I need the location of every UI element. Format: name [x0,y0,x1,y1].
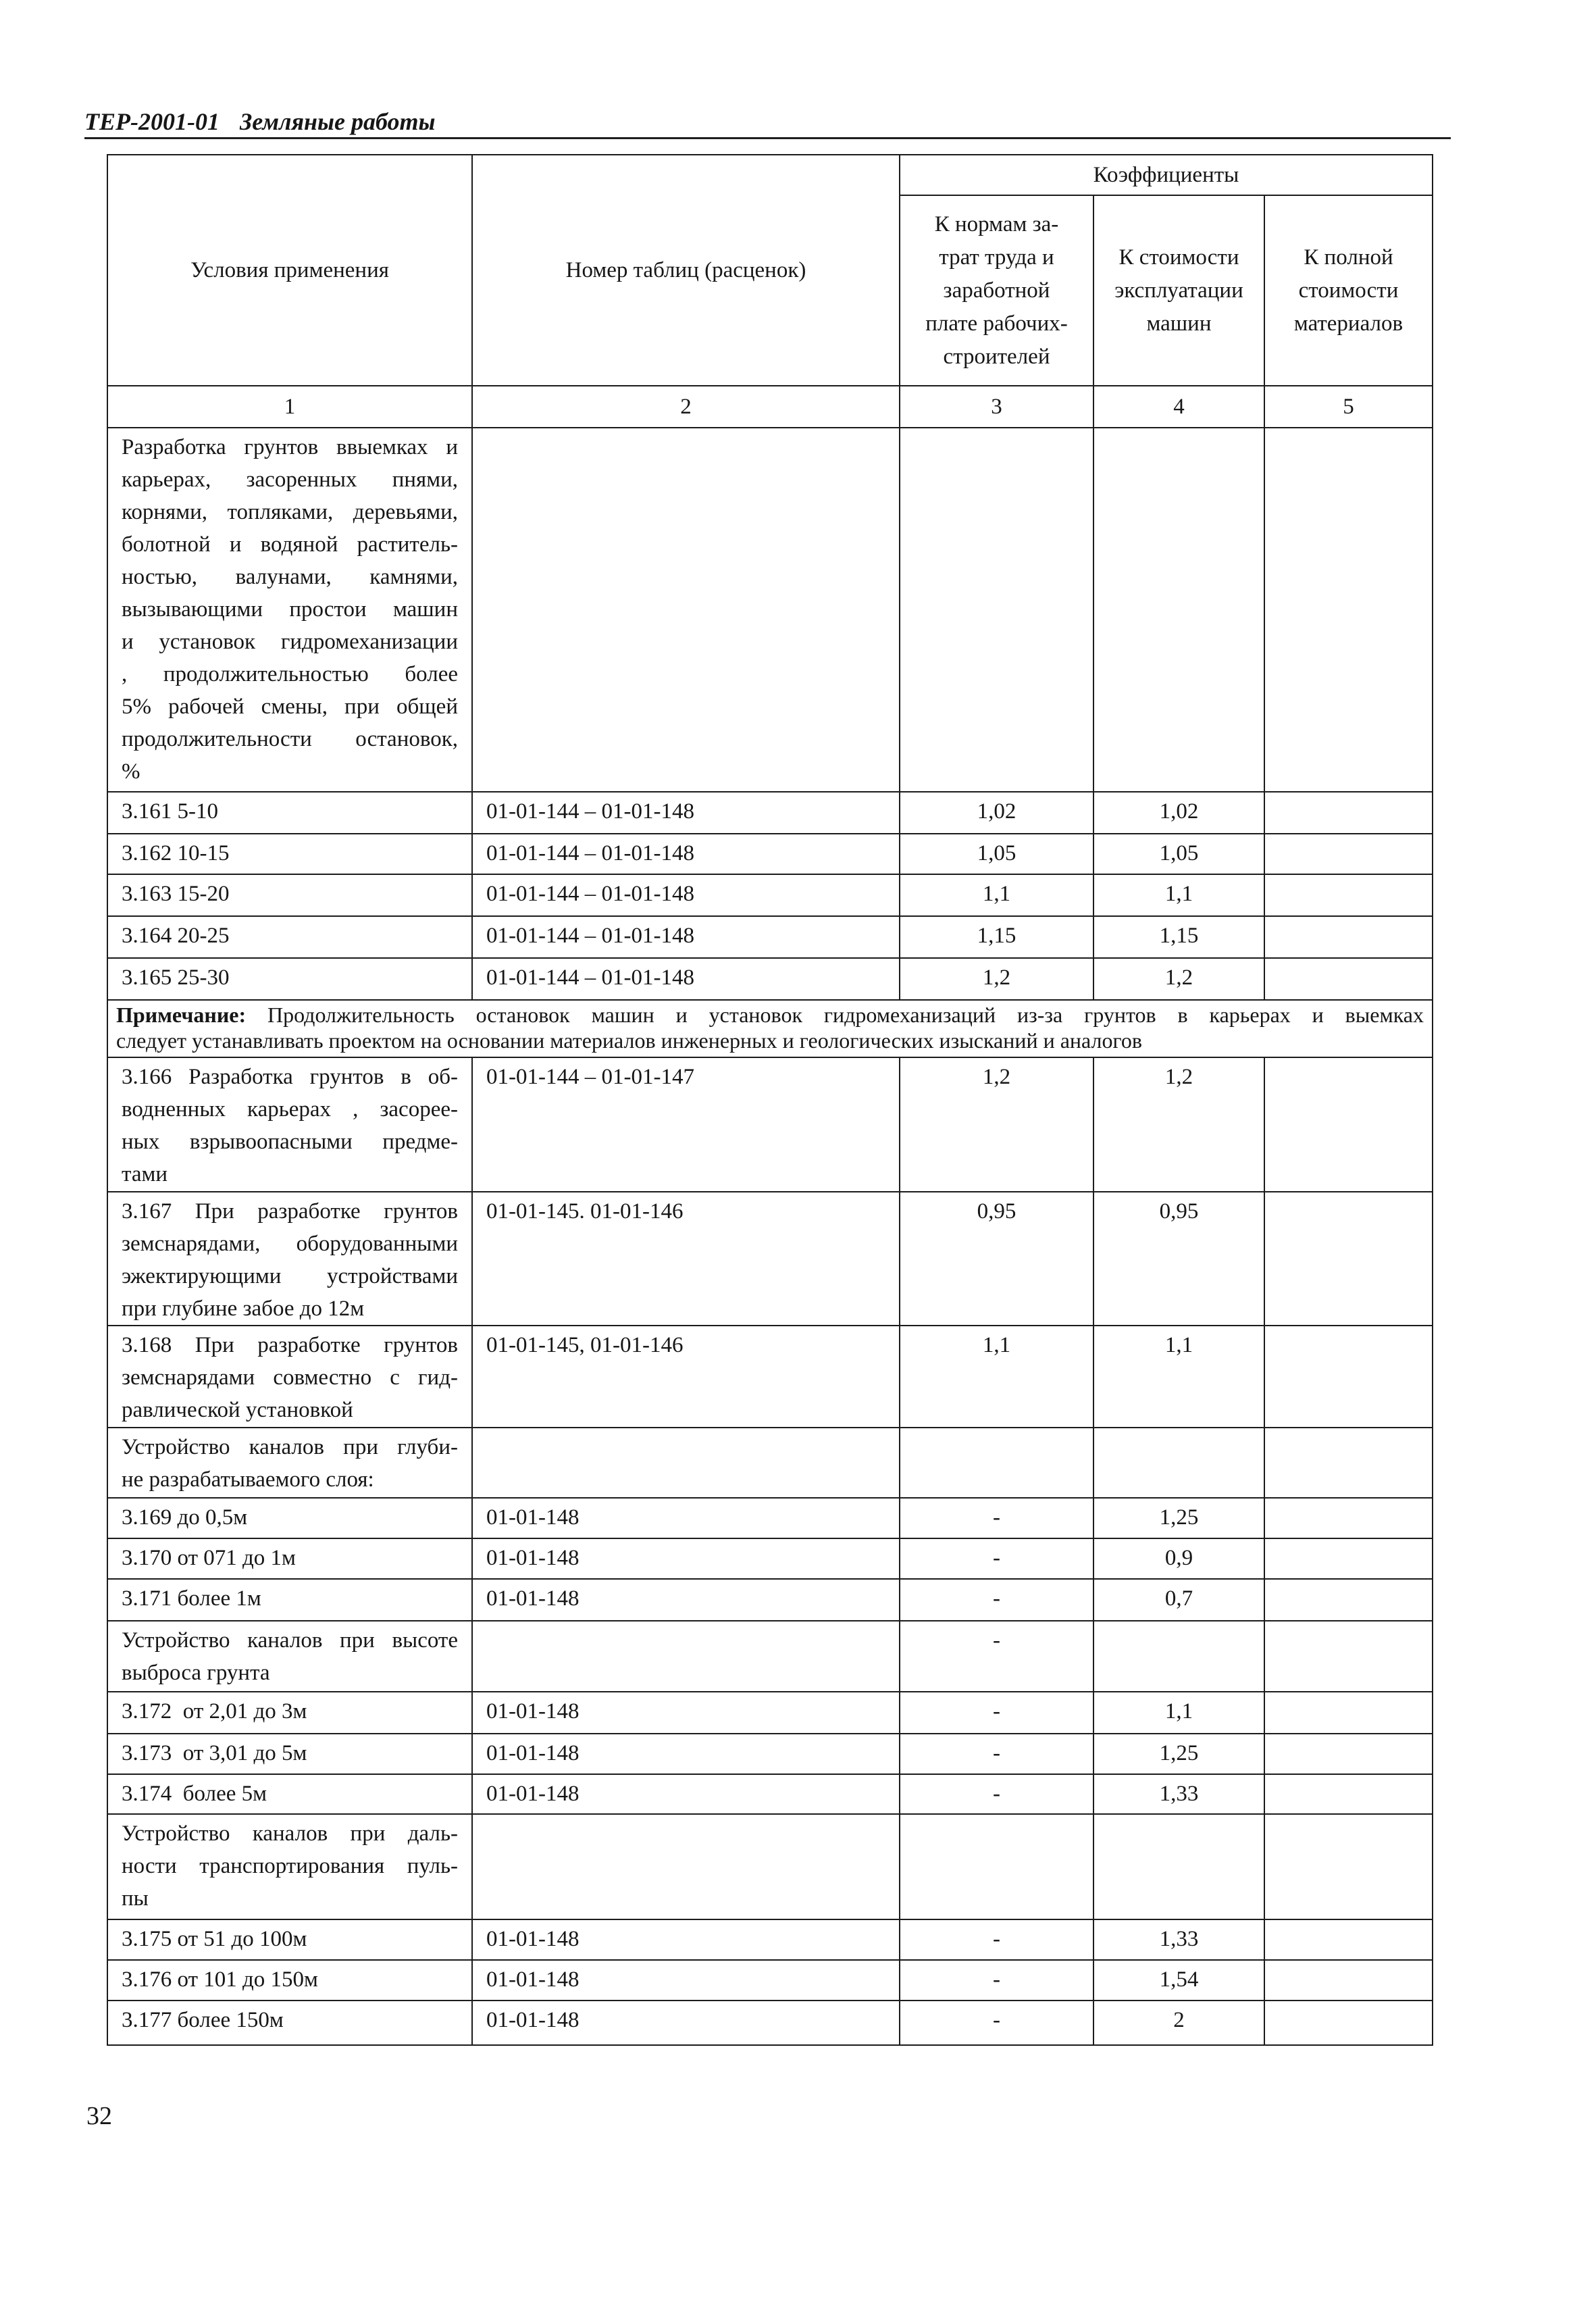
table-row [107,1692,1433,1734]
cell-text-line: равлической установкой [122,1398,353,1422]
coefficients-table [107,154,1433,2046]
cell-machine-coefficient [1093,1428,1264,1498]
cell-machine-coefficient [1093,1538,1264,1579]
cell-value: 2 [1173,2008,1185,2032]
table-row [107,874,1433,916]
cell-conditions [107,1734,472,1774]
column-group-label: Коэффициенты [1093,162,1239,187]
cell-material-coefficient [1264,874,1433,916]
cell-text-line: пы [122,1886,149,1911]
table-row [107,792,1433,834]
cell-machine-coefficient [1093,1960,1264,2001]
cell-machine-coefficient [1093,1498,1264,1538]
cell-table-numbers [472,1428,900,1498]
cell-labor-coefficient [900,2001,1093,2045]
cell-material-coefficient [1264,1192,1433,1326]
cell-machine-coefficient [1093,958,1264,1000]
cell-machine-coefficient [1093,1326,1264,1428]
cell-value: - [993,1967,1000,1992]
cell-value: 1,33 [1159,1782,1199,1806]
cell-material-coefficient [1264,1538,1433,1579]
cell-text-line: , продолжительностью более [122,662,458,686]
cell-value: 01-01-148 [486,1741,580,1765]
cell-text-line: 3.165 25-30 [122,965,230,990]
cell-value: 0,95 [977,1199,1016,1224]
cell-value: 1,25 [1159,1505,1199,1530]
cell-value: 01-01-144 – 01-01-148 [486,882,694,906]
column-number: 5 [1264,386,1433,428]
cell-value: 01-01-148 [486,1546,580,1570]
note-cell [107,1000,1433,1057]
cell-value: 01-01-148 [486,1782,580,1806]
cell-text-line: 3.172 от 2,01 до 3м [122,1699,307,1724]
cell-text-line: и установок гидромеханизации [122,630,458,654]
cell-table-numbers [472,874,900,916]
cell-text-line: вызывающими простои машин [122,597,458,622]
cell-material-coefficient [1264,1057,1433,1192]
cell-material-coefficient [1264,1774,1433,1814]
cell-conditions [107,1538,472,1579]
cell-labor-coefficient [900,958,1093,1000]
cell-labor-coefficient [900,1774,1093,1814]
cell-material-coefficient [1264,1692,1433,1734]
cell-labor-coefficient [900,1814,1093,1919]
cell-text-line: 3.176 от 101 до 150м [122,1967,318,1992]
cell-conditions [107,1960,472,2001]
cell-labor-coefficient [900,916,1093,958]
cell-value: 1,2 [1164,1065,1193,1089]
cell-conditions [107,1428,472,1498]
table-row [107,1734,1433,1774]
cell-table-numbers [472,834,900,874]
cell-text-line: 3.164 20-25 [122,924,230,948]
cell-conditions [107,1774,472,1814]
cell-value: 1,02 [977,799,1016,824]
column-number: 3 [900,386,1093,428]
cell-value: 1,1 [1164,882,1193,906]
cell-table-numbers [472,1919,900,1960]
cell-value: 1,2 [1164,965,1193,990]
cell-text-line: эжектирующими устройствами [122,1264,458,1288]
cell-conditions [107,1621,472,1692]
cell-value: 1,1 [1164,1333,1193,1357]
cell-value: - [993,2008,1000,2032]
cell-conditions [107,1814,472,1919]
column-header-conditions [107,155,472,386]
cell-text-line: 3.169 до 0,5м [122,1505,248,1530]
cell-machine-coefficient [1093,2001,1264,2045]
cell-value: 01-01-144 – 01-01-148 [486,841,694,865]
cell-text-line: Разработка грунтов ввыемках и [122,435,458,459]
cell-value: 01-01-144 – 01-01-147 [486,1065,694,1089]
table-row [107,916,1433,958]
cell-text-line: Устройство каналов при высоте [122,1628,458,1653]
cell-conditions [107,1919,472,1960]
table-row [107,2001,1433,2045]
column-number: 2 [472,386,900,428]
cell-labor-coefficient [900,1498,1093,1538]
cell-material-coefficient [1264,1428,1433,1498]
cell-table-numbers [472,1692,900,1734]
cell-text-line: болотной и водяной раститель- [122,532,458,557]
table-body [107,428,1433,2045]
table-row [107,1326,1433,1428]
cell-conditions [107,2001,472,2045]
cell-text-line: выброса грунта [122,1661,270,1685]
cell-value: - [993,1741,1000,1765]
cell-value: 1,15 [1159,924,1199,948]
cell-text-line: 3.166 Разработка грунтов в об- [122,1065,458,1089]
cell-conditions [107,1326,472,1428]
cell-value: 1,1 [982,1333,1011,1357]
cell-material-coefficient [1264,1498,1433,1538]
running-header [84,108,435,135]
cell-labor-coefficient [900,1734,1093,1774]
cell-text-line: не разрабатываемого слоя: [122,1467,374,1492]
cell-value: - [993,1586,1000,1611]
cell-text-line: ности транспортирования пуль- [122,1854,458,1878]
cell-machine-coefficient [1093,1621,1264,1692]
cell-labor-coefficient [900,834,1093,874]
document-code: ТЕР-2001-01 [84,108,220,135]
cell-table-numbers [472,1621,900,1692]
table-header [107,155,1433,428]
cell-material-coefficient [1264,2001,1433,2045]
cell-table-numbers [472,1579,900,1621]
cell-conditions [107,958,472,1000]
header-rule [84,137,1451,139]
cell-value: 01-01-148 [486,2008,580,2032]
note-line [116,1002,1424,1028]
cell-value: 01-01-148 [486,1699,580,1724]
document-section: Земляные работы [239,108,436,135]
cell-machine-coefficient [1093,1814,1264,1919]
column-header-line: трат труда и [939,245,1054,270]
cell-material-coefficient [1264,1579,1433,1621]
cell-text-line: корнями, топляками, деревьями, [122,500,458,524]
cell-conditions [107,1192,472,1326]
table-row [107,1428,1433,1498]
cell-text-line: продолжительности остановок, [122,727,458,751]
table-row [107,958,1433,1000]
table-row [107,428,1433,792]
cell-value: 1,1 [1164,1699,1193,1724]
column-header-table-numbers [472,155,900,386]
cell-labor-coefficient [900,1621,1093,1692]
column-header-line: машин [1146,311,1212,336]
cell-value: 1,15 [977,924,1016,948]
cell-text-line: 5% рабочей смены, при общей [122,695,458,719]
column-header-label: Номер таблиц (расценок) [565,257,806,282]
cell-machine-coefficient [1093,1919,1264,1960]
cell-value: 1,25 [1159,1741,1199,1765]
cell-conditions [107,1498,472,1538]
cell-value: 01-01-148 [486,1927,580,1951]
cell-material-coefficient [1264,1960,1433,2001]
table-row [107,1057,1433,1192]
cell-value: 1,33 [1159,1927,1199,1951]
column-header-line: строителей [943,344,1050,369]
cell-value: - [993,1782,1000,1806]
column-header-machines [1093,195,1264,386]
cell-text-line: тами [122,1162,168,1186]
cell-machine-coefficient [1093,1579,1264,1621]
cell-machine-coefficient [1093,1774,1264,1814]
cell-material-coefficient [1264,1621,1433,1692]
cell-text-line: 3.170 от 071 до 1м [122,1546,296,1570]
column-header-line: стоимости [1298,278,1399,303]
cell-value: - [993,1546,1000,1570]
cell-material-coefficient [1264,792,1433,834]
cell-conditions [107,792,472,834]
cell-value: 1,2 [982,965,1011,990]
note-line: следует устанавливать проектом на основании материалов инженерных и геологических изысканий и аналогов [116,1028,1142,1053]
cell-table-numbers [472,1814,900,1919]
column-number: 1 [107,386,472,428]
cell-value: 01-01-148 [486,1967,580,1992]
cell-value: - [993,1505,1000,1530]
page-number: 32 [86,2102,112,2130]
cell-conditions [107,874,472,916]
table-row [107,834,1433,874]
cell-material-coefficient [1264,916,1433,958]
cell-table-numbers [472,1192,900,1326]
cell-text-line: 3.162 10-15 [122,841,230,865]
cell-labor-coefficient [900,428,1093,792]
cell-text-line: Устройство каналов при глуби- [122,1435,458,1459]
cell-value: 1,54 [1159,1967,1199,1992]
cell-value: 1,1 [982,882,1011,906]
cell-value: 0,95 [1159,1199,1199,1224]
cell-value: - [993,1927,1000,1951]
table-row [107,1498,1433,1538]
table-row [107,1774,1433,1814]
cell-text-line: 3.174 более 5м [122,1782,267,1806]
cell-value: 01-01-145. 01-01-146 [486,1199,684,1224]
cell-table-numbers [472,1538,900,1579]
cell-labor-coefficient [900,1326,1093,1428]
cell-machine-coefficient [1093,1192,1264,1326]
cell-text-line: 3.168 При разработке грунтов [122,1333,458,1357]
column-header-materials [1264,195,1433,386]
cell-text-line: 3.167 При разработке грунтов [122,1199,458,1224]
cell-machine-coefficient [1093,428,1264,792]
column-group-coefficients [900,155,1433,195]
cell-conditions [107,916,472,958]
cell-table-numbers [472,1734,900,1774]
cell-text-line: 3.175 от 51 до 100м [122,1927,307,1951]
cell-labor-coefficient [900,1692,1093,1734]
cell-labor-coefficient [900,1428,1093,1498]
cell-value: 1,05 [977,841,1016,865]
cell-material-coefficient [1264,958,1433,1000]
cell-value: 01-01-148 [486,1505,580,1530]
column-header-line: плате рабочих- [925,311,1068,336]
cell-table-numbers [472,1498,900,1538]
cell-material-coefficient [1264,1919,1433,1960]
note-text: Продолжительность остановок машин и установок гидромеханизаций из-за грунтов в карьерах и выемках [246,1003,1424,1027]
column-header-line: К полной [1304,245,1393,270]
cell-value: 01-01-148 [486,1586,580,1611]
cell-text-line: земснарядами совместно с гид- [122,1365,458,1390]
table-row [107,1579,1433,1621]
cell-text-line: водненных карьерах , засорее- [122,1097,458,1122]
table-row [107,1192,1433,1326]
cell-value: 1,2 [982,1065,1011,1089]
cell-text-line: 3.173 от 3,01 до 5м [122,1741,307,1765]
table-row [107,1621,1433,1692]
cell-text-line: ностью, валунами, камнями, [122,565,458,589]
cell-conditions [107,428,472,792]
cell-text-line: при глубине забое до 12м [122,1297,365,1321]
cell-labor-coefficient [900,792,1093,834]
cell-machine-coefficient [1093,792,1264,834]
cell-labor-coefficient [900,874,1093,916]
cell-machine-coefficient [1093,916,1264,958]
cell-machine-coefficient [1093,874,1264,916]
table-row [107,1960,1433,2001]
cell-labor-coefficient [900,1579,1093,1621]
cell-text-line: 3.177 более 150м [122,2008,284,2032]
cell-machine-coefficient [1093,1734,1264,1774]
cell-conditions [107,834,472,874]
cell-table-numbers [472,1326,900,1428]
cell-labor-coefficient [900,1057,1093,1192]
cell-table-numbers [472,958,900,1000]
cell-text-line: ных взрывоопасными предме- [122,1130,458,1154]
cell-value: 01-01-145, 01-01-146 [486,1333,684,1357]
cell-material-coefficient [1264,834,1433,874]
cell-table-numbers [472,1960,900,2001]
column-header-labor [900,195,1093,386]
cell-machine-coefficient [1093,1057,1264,1192]
cell-table-numbers [472,428,900,792]
cell-table-numbers [472,1774,900,1814]
cell-material-coefficient [1264,1734,1433,1774]
cell-machine-coefficient [1093,834,1264,874]
cell-table-numbers [472,2001,900,2045]
cell-text-line: 3.171 более 1м [122,1586,261,1611]
column-number: 4 [1093,386,1264,428]
cell-labor-coefficient [900,1919,1093,1960]
cell-value: 1,02 [1159,799,1199,824]
cell-conditions [107,1057,472,1192]
column-header-line: заработной [943,278,1050,303]
cell-value: 0,7 [1164,1586,1193,1611]
cell-table-numbers [472,792,900,834]
cell-text-line: 3.161 5-10 [122,799,218,824]
cell-machine-coefficient [1093,1692,1264,1734]
cell-labor-coefficient [900,1960,1093,2001]
cell-table-numbers [472,1057,900,1192]
note-row [107,1000,1433,1057]
cell-value: - [993,1628,1000,1653]
cell-text-line: % [122,759,140,784]
table-row [107,1538,1433,1579]
table-row [107,1919,1433,1960]
cell-labor-coefficient [900,1192,1093,1326]
cell-table-numbers [472,916,900,958]
cell-conditions [107,1692,472,1734]
cell-conditions [107,1579,472,1621]
cell-value: - [993,1699,1000,1724]
cell-material-coefficient [1264,428,1433,792]
column-header-line: материалов [1293,311,1404,336]
column-header-line: К нормам за- [934,211,1059,236]
column-header-label: Условия применения [190,257,389,282]
cell-value: 01-01-144 – 01-01-148 [486,924,694,948]
table-row [107,1814,1433,1919]
header-row [107,155,1433,195]
note-label: Примечание: [116,1003,247,1027]
cell-material-coefficient [1264,1326,1433,1428]
cell-text-line: карьерах, засоренных пнями, [122,468,458,492]
cell-text-line: 3.163 15-20 [122,882,230,906]
column-header-line: эксплуатации [1114,278,1243,303]
column-number-row [107,386,1433,428]
cell-text-line: Устройство каналов при даль- [122,1821,458,1846]
cell-value: 1,05 [1159,841,1199,865]
column-header-line: К стоимости [1118,245,1239,270]
cell-material-coefficient [1264,1814,1433,1919]
cell-value: 0,9 [1164,1546,1193,1570]
cell-labor-coefficient [900,1538,1093,1579]
cell-value: 01-01-144 – 01-01-148 [486,965,694,990]
cell-text-line: земснарядами, оборудованными [122,1232,458,1256]
cell-value: 01-01-144 – 01-01-148 [486,799,694,824]
